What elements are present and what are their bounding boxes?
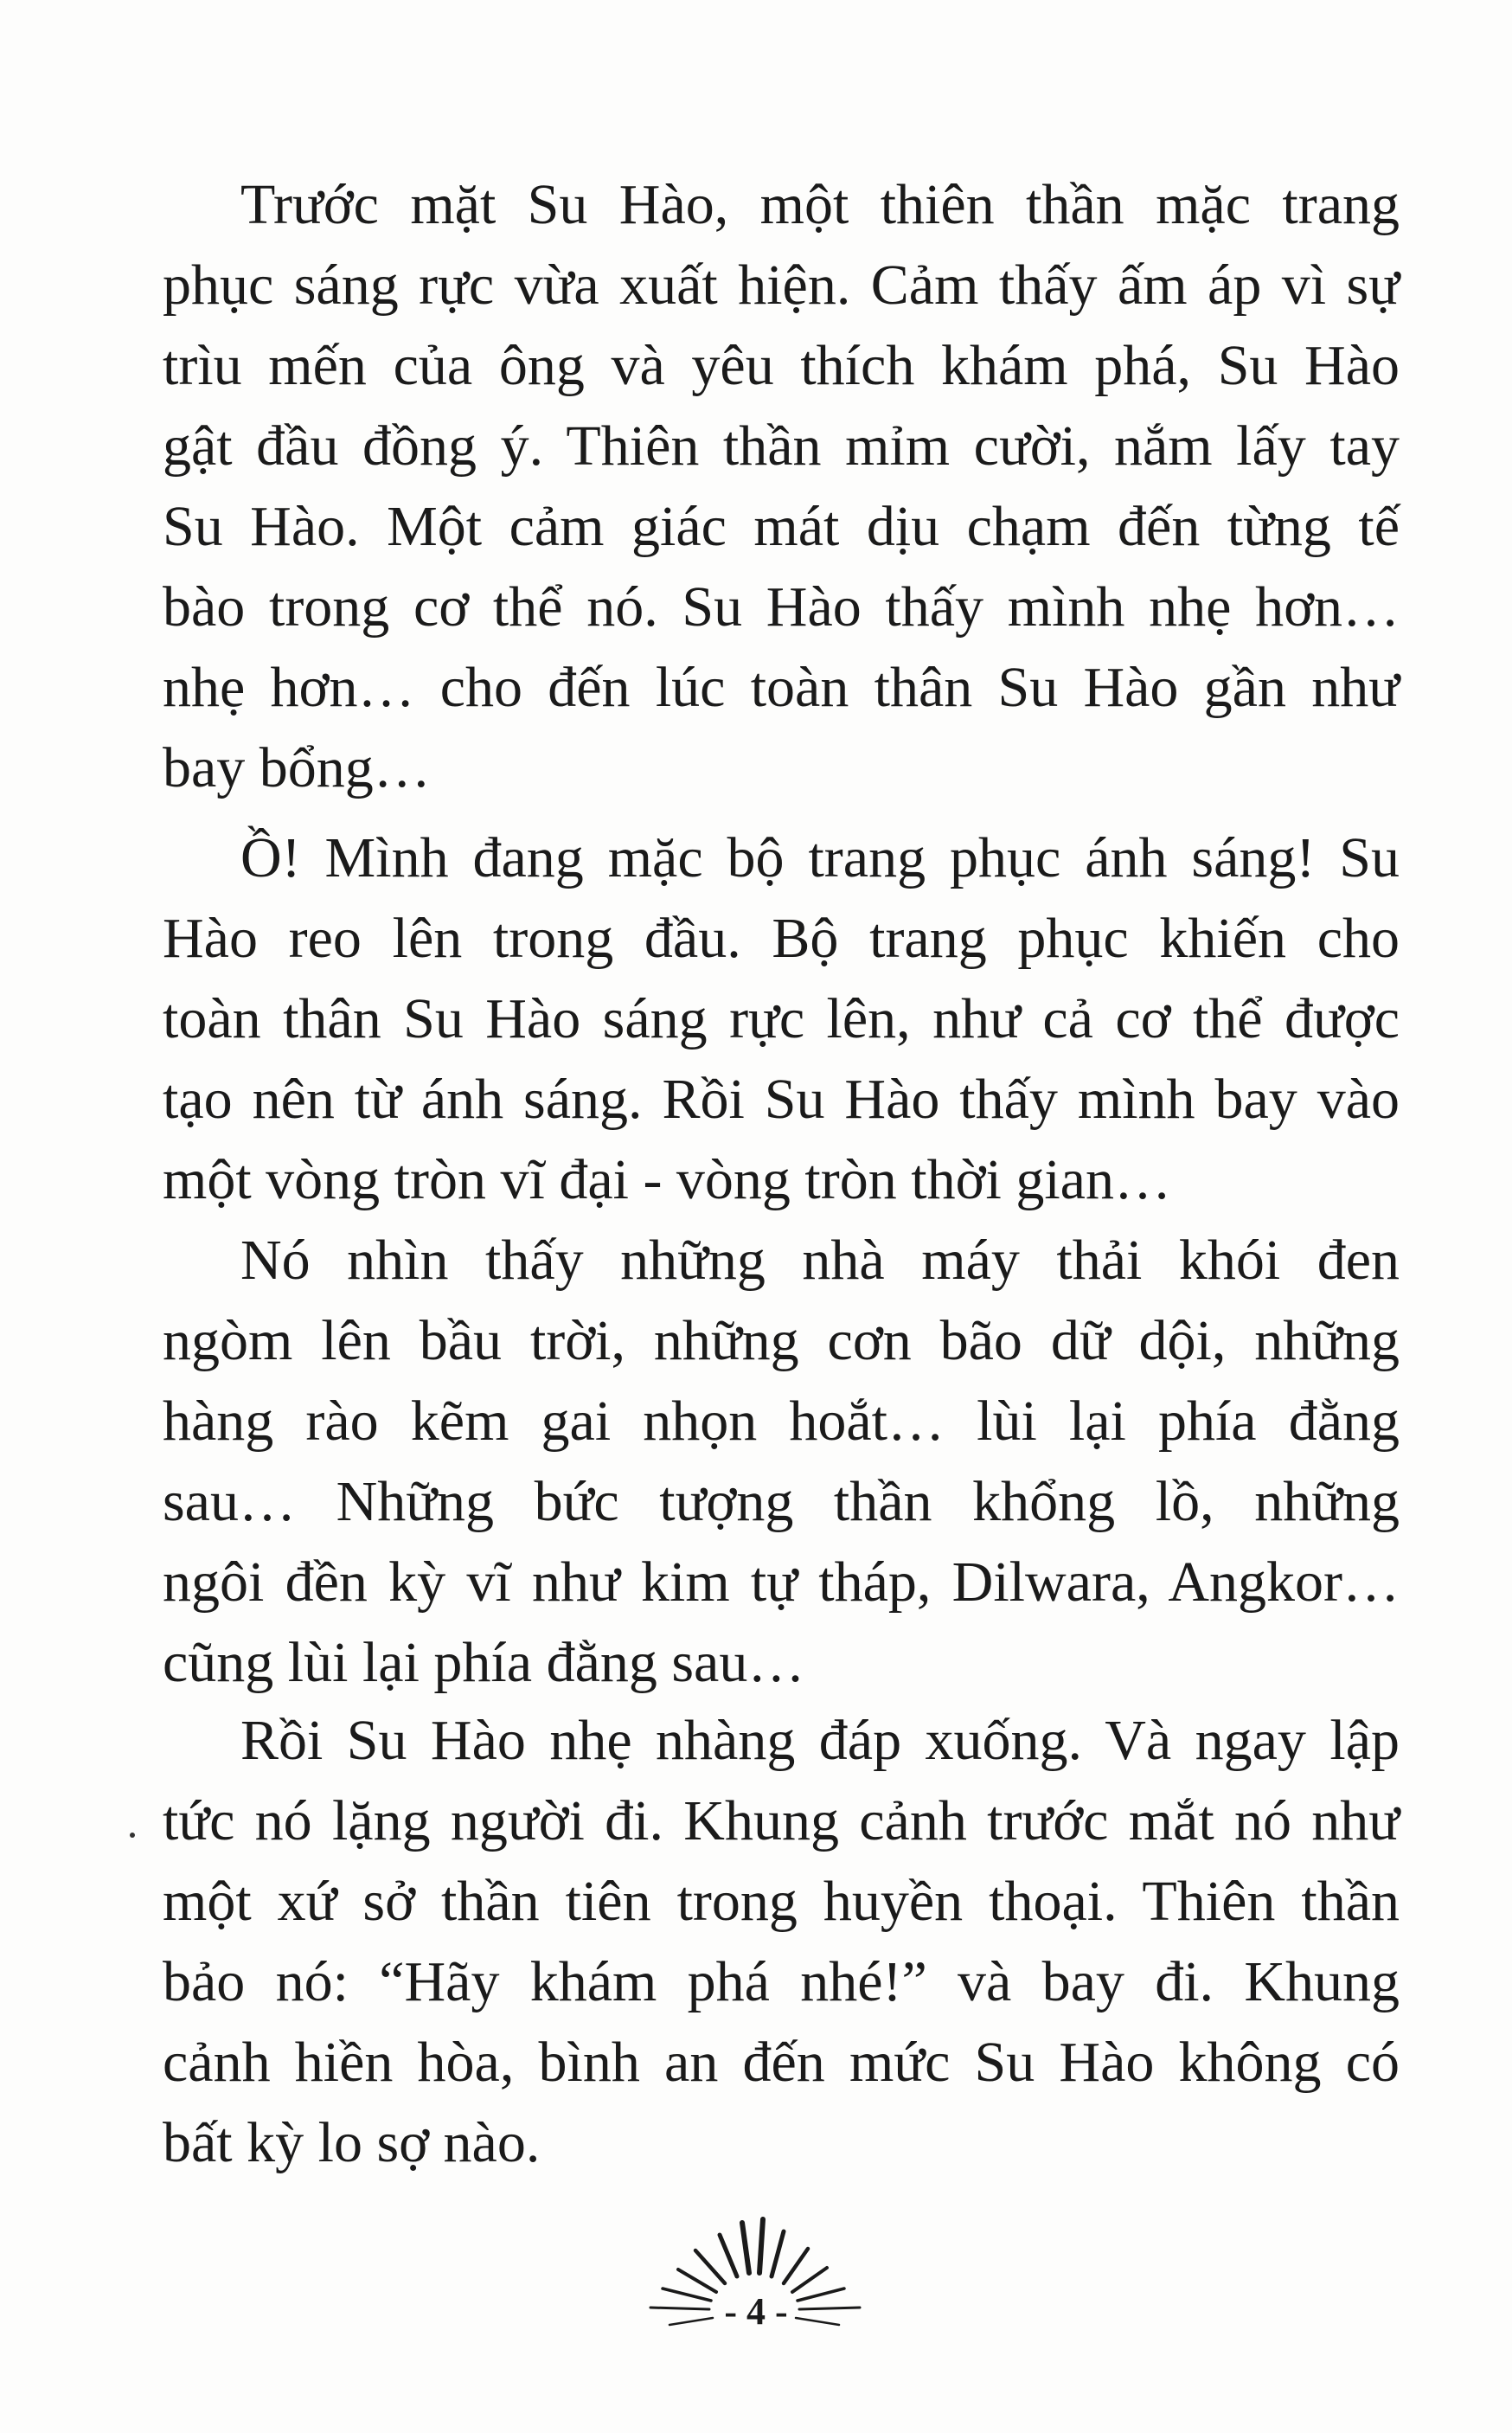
text-line: gật đầu đồng ý. Thiên thần mỉm cười, nắm lấy tay: [163, 414, 1400, 478]
text-line: một vòng tròn vĩ đại - vòng tròn thời gian…: [163, 1148, 1171, 1211]
paragraph-4: [163, 1700, 1400, 2183]
text-line: Hào reo lên trong đầu. Bộ trang phục khiến cho: [163, 907, 1400, 970]
text-line: cảnh hiền hòa, bình an đến mức Su Hào không có: [163, 2031, 1400, 2094]
text-line: bảo nó: “Hãy khám phá nhé!” và bay đi. Khung: [163, 1950, 1400, 2013]
text-line: tức nó lặng người đi. Khung cảnh trước mắt nó như: [163, 1789, 1400, 1852]
text-line: Ồ! Mình đang mặc bộ trang phục ánh sáng! Su: [240, 826, 1400, 889]
text-line: bào trong cơ thể nó. Su Hào thấy mình nhẹ hơn…: [163, 575, 1400, 639]
text-line: phục sáng rực vừa xuất hiện. Cảm thấy ấm áp vì sự: [163, 254, 1400, 317]
text-line: trìu mến của ông và yêu thích khám phá, Su Hào: [163, 334, 1400, 397]
page-footer-ornament: [644, 2211, 868, 2340]
text-line: Su Hào. Một cảm giác mát dịu chạm đến từng tế: [163, 495, 1400, 558]
text-line: Rồi Su Hào nhẹ nhàng đáp xuống. Và ngay lập: [240, 1709, 1400, 1772]
text-line: cũng lùi lại phía đằng sau…: [163, 1631, 805, 1694]
paragraph-3: [163, 1220, 1400, 1703]
text-line: Nó nhìn thấy những nhà máy thải khói đen: [240, 1229, 1400, 1292]
text-line: Trước mặt Su Hào, một thiên thần mặc trang: [240, 173, 1400, 236]
text-line: tạo nên từ ánh sáng. Rồi Su Hào thấy mình bay vào: [163, 1068, 1400, 1131]
text-line: sau… Những bức tượng thần khổng lồ, những: [163, 1470, 1400, 1533]
text-line: ngòm lên bầu trời, những cơn bão dữ dội, những: [163, 1309, 1400, 1372]
text-line: bất kỳ lo sợ nào.: [163, 2111, 541, 2174]
text-line: nhẹ hơn… cho đến lúc toàn thân Su Hào gần như: [163, 656, 1400, 719]
text-line: một xứ sở thần tiên trong huyền thoại. Thiên thần: [163, 1870, 1400, 1933]
paragraph-1: [163, 164, 1400, 808]
print-speck: [130, 1833, 135, 1838]
text-line: ngôi đền kỳ vĩ như kim tự tháp, Dilwara, Angkor…: [163, 1550, 1400, 1614]
text-line: bay bổng…: [163, 736, 431, 799]
text-line: hàng rào kẽm gai nhọn hoắt… lùi lại phía đằng: [163, 1390, 1400, 1453]
page-number: - 4 -: [724, 2290, 788, 2333]
text-line: toàn thân Su Hào sáng rực lên, như cả cơ thể được: [163, 987, 1400, 1050]
paragraph-2: [163, 818, 1400, 1220]
